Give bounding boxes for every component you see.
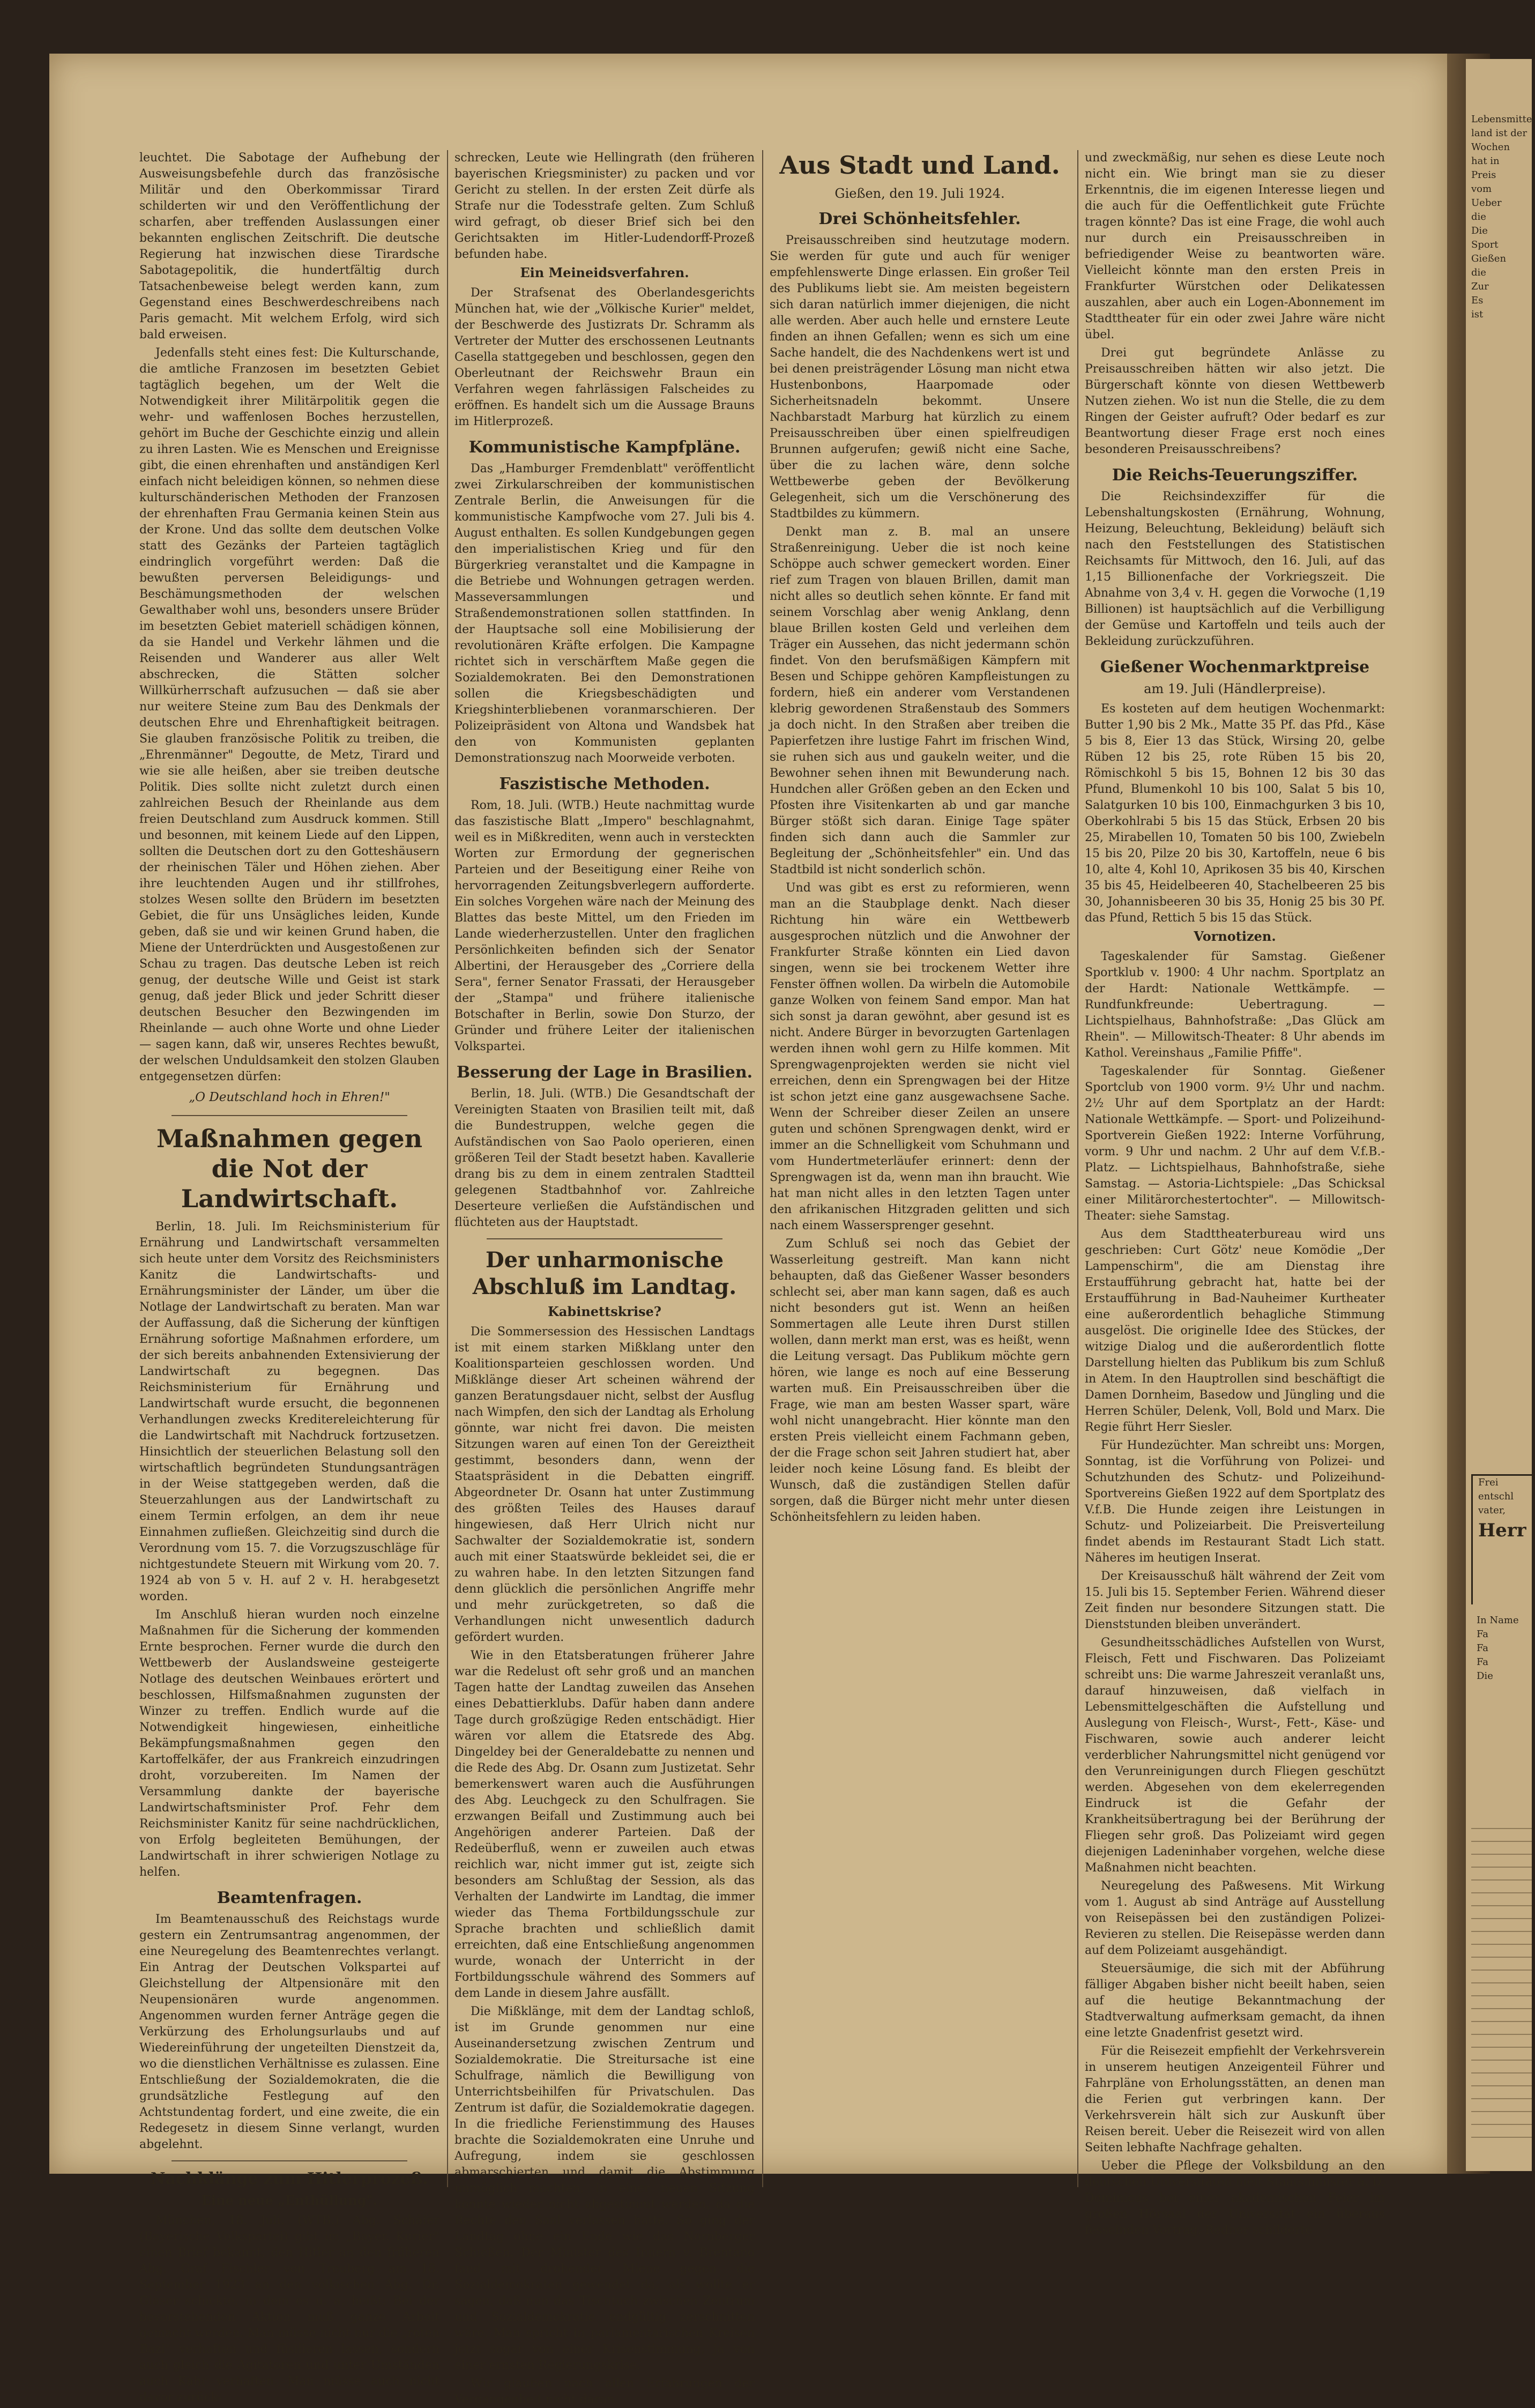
article-paragraph: Preisausschreiben sind heutzutage modern. Sie werden für gute und auch für weniger empfehlenswerte Dinge erlassen. Ein großer Teil des Publikums liebt sie. Am meisten begeistern sich daran natürlich immer diejenigen, die nicht alle werden. Aber auch helle und ernstere Leute finden an ihnen Gefallen; wenn es sich um eine Sache handelt, die des Nachdenkens wert ist und bei denen preisträgender Lösung man nicht etwa Hustenbonbons, Haarpomade oder Sicherheitsnadeln bekommt. Unsere Nachbarstadt Marburg hat kürzlich zu einem Preisausschreiben über einen spielfreudigen Brunnen aufgerufen; gewiß nicht eine Sache, über die zu lachen wäre, denn solche Wettbewerbe geben der Bevölkerung Gelegenheit, sich um die Verschönerung des Stadtbildes zu kümmern. [770, 234, 1070, 521]
column-1 [139, 150, 439, 2404]
adjacent-line: Sport [1471, 239, 1499, 250]
newspaper-page [49, 54, 1447, 2406]
article-paragraph: Neuregelung des Paßwesens. Mit Wirkung vom 1. August ab sind Anträge auf Ausstellung von Reisepässen bei den zuständigen Polizei-Revieren zu stellen. Die Reisepässe werden dann auf dem Polizeiamt ausgehändigt. [1085, 1879, 1385, 1957]
article-paragraph: Tageskalender für Sonntag. Gießener Sportclub von 1900 vorm. 9½ Uhr und nachm. 2½ Uhr auf dem Sportplatz an der Hardt: Nationale Wettkämpfe. — Sport- und Polizeihund-Sportverein Gießen 1922: Interne Vorführung, vorm. 9 Uhr und nachm. 2 Uhr auf dem V.f.B.-Platz. — Lichtspielhaus, Bahnhofstraße, siehe Samstag. — Astoria-Lichtspiele: „Das Schicksal einer Militärorchestertochter". — Millowitsch-Theater: siehe Samstag. [1085, 1065, 1385, 1223]
adjacent-line: Die [1477, 1670, 1493, 1682]
article-paragraph: Aus dem Stadttheaterbureau wird uns geschrieben: Curt Götz' neue Komödie „Der Lampenschirm", die am Dienstag ihre Erstaufführung gebracht hat, hatte bei der Erstaufführung in Bad-Nauheimer Kurtheater eine außerordentlich behagliche Stimmung ausgelöst. Die originelle Idee des Stückes, der witzige Dialog und die außerordentlich flotte Darstellung hielten das Publikum bis zum Schluß in Atem. In den Hauptrollen sind beschäftigt die Damen Dornheim, Basedow und Jüngling und die Herren Schüler, Delenk, Voll, Bold und Marx. Die Regie führt Herr Siesler. [1085, 1228, 1385, 1434]
headline-hitlerprozess: Nachklänge zum Hitlerprozeß. [151, 2169, 428, 2188]
article-paragraph: Für die Reisezeit empfiehlt der Verkehrsverein in unserem heutigen Anzeigenteil Führer und Fahrpläne von Erholungsstätten, an denen man die Ferien gut verbringen kann. Der Verkehrsverein hält sich zur Auskunft über Reisen bereit. Ueber die Reisezeit wird von allen Seiten lebhafte Nachfrage gehalten. [1085, 2045, 1385, 2154]
article-motto: „O Deutschland hoch in Ehren!" [189, 1090, 390, 1104]
article-paragraph: Berlin, 18. Juli. (WTB.) Die Gesandtschaft der Vereinigten Staaten von Brasilien teilt mit, daß die Bundestruppen, welche gegen die Aufständischen von Sao Paolo operieren, einen größeren Teil der Stadt besetzt haben. Kavallerie drang bis zu dem in einem zentralen Stadtteil gelegenen Stadtbahnhof vor. Zahlreiche Deserteure verließen die Aufständischen und flüchteten aus der Hauptstadt. [454, 1087, 755, 1229]
article-paragraph: Denkt man z. B. mal an unsere Straßenreinigung. Ueber die ist noch keine Schöppe auch schwer gemeckert worden. Einer rief zum Tragen von blauen Brillen, damit man nicht alles so deutlich sehen könnte. Er fand mit seinem Vorschlag aber wenig Anklang, denn blaue Brillen kosten Geld und verleihen dem Träger ein Aussehen, das nicht jedermann schön findet. Von den berufsmäßigen Kämpfern mit Besen und Schippe gehören Kampfleistungen zu fordern, hieß ein anderer vom Verstandenen klebrig gewordenen Straßenstaub des Sommers ja doch nicht. In den Straßen aber treiben die Papierfetzen ihre lustige Fahrt im frischen Wind, sie ruhen sich aus und gaukeln weiter, und die Bewohner sehen ihnen mit Bewunderung nach. Hundchen aller Größen geben an den Ecken und Pfosten ihre Visitenkarten ab und gar manche Bürger stößt sich daran. Einige Tage später finden sich dann auch die Sammler zur Begleitung der „Schönheitsfehler" ein. Und das Stadtbild ist nicht sonderlich schön. [770, 525, 1070, 876]
adjacent-ad-name: Herr [1478, 1520, 1526, 1541]
column-3 [770, 150, 1070, 2198]
headline-beamtenfragen: Beamtenfragen. [217, 1889, 362, 1907]
article-paragraph: Das „Hamburger Fremdenblatt" veröffentlicht zwei Zirkularschreiben der kommunistischen Zentrale Berlin, die Anweisungen für die kommunistische Kampfwoche vom 27. Juli bis 4. August enthalten. Es sollen Kundgebungen gegen den imperialistischen Krieg und für den Bürgerkrieg veranstaltet und die Kampagne in die Betriebe und Wohnungen getragen werden. Masseversammlungen und Straßendemonstrationen sollen stattfinden. In der Hauptsache soll eine Mobilisierung der revolutionären Kräfte erfolgen. Die Kampagne richtet sich in verschärftem Maße gegen die Sozialdemokraten. Bei den Demonstrationen sollen die Kriegsbeschädigten und Kriegshinterbliebenen voranmarschieren. Der Polizeipräsident von Altona und Wandsbek hat den von Kommunisten geplanten Demonstrationszug nach Moorweide verboten. [454, 462, 755, 765]
article-paragraph: Im Anschluß hieran wurden noch einzelne Maßnahmen für die Sicherung der kommenden Ernte besprochen. Ferner wurde die durch den Wettbewerb der Auslandsweine gesteigerte Notlage des deutschen Weinbaues erörtert und beschlossen, Hilfsmaßnahmen zugunsten der Winzer zu treffen. Endlich wurde auf die Notwendigkeit hingewiesen, einheitliche Bekämpfungsmaßnahmen gegen den Kartoffelkäfer, der aus Frankreich einzudringen droht, vorzubereiten. Im Namen der Versammlung dankte der bayerische Landwirtschaftsminister Prof. Fehr dem Reichsminister Kanitz für seine nachdrücklichen, von Erfolg begleiteten Bemühungen, der Landwirtschaft in ihrer schwierigen Notlage zu helfen. [139, 1608, 439, 1879]
section-header-stadt-land: Aus Stadt und Land. [779, 151, 1060, 180]
divider [172, 2160, 407, 2161]
article-paragraph: Es kosteten auf dem heutigen Wochenmarkt: Butter 1,90 bis 2 Mk., Matte 35 Pf. das Pfd., Käse 5 bis 8, Eier 13 das Stück, Wirsing 20, gelbe Rüben 12 bis 25, rote Rüben 15 bis 20, Römischkohl 5 bis 15, Bohnen 12 bis 30 das Pfund, Blumenkohl 10 bis 100, Salat 5 bis 10, Salatgurken 10 bis 100, Einmachgurken 3 bis 10, Oberkohlrabi 5 bis 15 das Stück, Erbsen 20 bis 25, Mirabellen 10, Tomaten 50 bis 100, Zwiebeln 15 bis 20, Pilze 20 bis 30, Kartoffeln, neue 6 bis 10, alte 4, Kohl 10, Aprikosen 35 bis 40, Kirschen 35 bis 45, Heidelbeeren 40, Stachelbeeren 25 bis 30, Johannisbeeren 30 bis 35, Honig 25 bis 30 Pf. das Pfund, Rettich 5 bis 15 das Stück. [1085, 702, 1385, 925]
adjacent-line: die [1471, 211, 1486, 222]
headline-schoenheitsfehler: Drei Schönheitsfehler. [818, 210, 1021, 228]
adjacent-line: vater, [1478, 1505, 1506, 1516]
article-continuation: und zweckmäßig, nur sehen es diese Leute noch nicht ein. Wie bringt man sie zu dieser Erkenntnis, die im eigenen Interesse liegen und die auch für die Oeffentlichkeit gute Früchte tragen könnte? Das ist eine Frage, die wohl auch nur durch ein Preisausschreiben in befriedigender Weise zu beantworten wäre. Vielleicht könnte man den ersten Preis in Frankfurter Würstchen oder Delikatessen auszahlen, aber auch ein Logen-Abonnement im Stadttheater für ein oder zwei Jahre wäre nicht übel. [1085, 151, 1385, 341]
divider [487, 1238, 722, 1239]
headline-teuerungsziffer: Die Reichs-Teuerungsziffer. [1112, 466, 1358, 485]
article-paragraph: Ueber die Pflege der Volksbildung an den deutschen Universitäten hielt Staatsminister a. D. Dominicus bei einer akademischen Feier im großen Hörsaal der Universität ein überaus fesselnden Vortrag. Redner schilderte [1085, 2159, 1385, 2237]
adjacent-page-text [1466, 59, 1535, 322]
article-paragraph: Gesundheitsschädliches Aufstellen von Wurst, Fleisch, Fett und Fischwaren. Das Polizeiamt schreibt uns: Die warme Jahreszeit veranlaßt uns, darauf hinzuweisen, daß vielfach in Lebensmittelgeschäften die Aufstellung und Auslegung von Fleisch-, Wurst-, Fett-, Käse- und Fischwaren, sowie auch anderer leicht verderblicher Nahrungsmittel nicht genügend vor den Verunreinigungen durch Fliegen geschützt werden. Abgesehen von dem ekelerregenden Eindruck ist die Gefahr der Krankheitsübertragung bei der Berührung der Fliegen sehr groß. Das Polizeiamt wird gegen diejenigen Ladeninhaber vorgehen, welche diese Maßnahmen nicht beachten. [1085, 1636, 1385, 1875]
column-rule [1077, 150, 1078, 2187]
adjacent-line: Fa [1477, 1629, 1488, 1640]
article-paragraph: Der Kreisausschuß hält während der Zeit vom 15. Juli bis 15. September Ferien. Während dieser Zeit finden nur besondere Sitzungen statt. Die Dienststunden bleiben unverändert. [1085, 1570, 1385, 1631]
dateline: Gießen, den 19. Juli 1924. [834, 186, 1005, 201]
article-paragraph: Der Strafsenat des Oberlandesgerichts München hat, wie der „Völkische Kurier" meldet, der Beschwerde des Justizrats Dr. Schramm als Vertreter der Mutter des erschossenen Leutnants Casella stattgegeben und beschlossen, gegen den Oberleutnant der Reichswehr Braun ein Verfahren wegen fahrlässigen Falscheides zu eröffnen. Es handelt sich um die Aussage Brauns im Hitlerprozeß. [454, 286, 755, 428]
column-rule [447, 150, 448, 2187]
adjacent-ad-box [1471, 1474, 1533, 1604]
adjacent-line: Wochen [1471, 142, 1510, 153]
adjacent-line: Frei [1478, 1477, 1499, 1488]
adjacent-line: Preis [1471, 169, 1496, 181]
adjacent-line: Lebensmittel [1471, 114, 1535, 125]
adjacent-line: Die [1471, 225, 1488, 236]
article-paragraph: Wie in den Etatsberatungen früherer Jahre war die Redelust oft sehr groß und an manchen Tagen hatte der Landtag zuweilen das Ansehen eines Debattierklubs. Dafür haben dann andere Tage durch großzügige Reden entschädigt. Hier wären vor allem die Etatsrede des Abg. Dingeldey bei der Generaldebatte zu nennen und die Rede des Abg. Dr. Osann zum Justizetat. Sehr bemerkenswert waren auch die Ausführungen des Abg. Leuchgeck zu den Schulfragen. Sie erzwangen Beifall und Zustimmung auch bei Angehörigen anderer Parteien. Daß der Redeüberfluß, wenn er zuweilen auch etwas reichlich war, nicht immer gut ist, zeigte sich besonders am Schlußtag der Session, als das Verhalten der Landwirte im Landtag, die immer wieder das Thema Fortbildungsschule zur Sprache brachten und schließlich damit erreichten, daß eine Entschließung angenommen wurde, wonach der Unterricht in der Fortbildungsschule während des Sommers auf dem Lande in diesem Jahre ausfällt. [454, 1649, 755, 2000]
adjacent-page-text [1471, 1614, 1532, 1683]
subheadline: am 19. Juli (Händlerpreise). [1144, 681, 1326, 696]
article-paragraph: München, 18. Juli. (WTB.) Abg. Schäfer (Bayerische Volkspartei) gibt im „Bayer. Kurier" einen Brief bekannt, den Hitler an den früheren Abg. Graf Fischler von Treuberg am 18. September 1923 an den völkischen Abg. Dr. Glaser schickte, in dem es u. a. heißt: Bei der bevorstehenden Aktion muß ganze Arbeit gemacht werden. Man müsse nicht nur die „roten Bazi" verhaften und füsilieren lassen, sondern auch gleich die Agitatoren und unter Umständen auch Kahr verhaften. Man müsse auch nicht davor zurück- [139, 2214, 439, 2404]
adjacent-line: entschl [1478, 1491, 1514, 1502]
article-paragraph: Die Mißklänge, mit dem der Landtag schloß, ist im Grunde genommen nur eine Auseinandersetzung zwischen Zentrum und Sozialdemokratie. Die Streitursache ist eine Schulfrage, nämlich die Bewilligung von Unterrichtsbeihilfen für Privatschulen. Das Zentrum ist dafür, die Sozialdemokratie dagegen. In die friedliche Ferienstimmung des Hauses brachte die Sozialdemokraten eine Unruhe und Aufregung, indem sie geschlossen abmarschierten und damit die Abstimmung unmöglich machten. In einer neuen Sitzung konnte wieder nicht abgestimmt werden, da die Rechte den Saal verlassen hatte. So ging der Landtag ohne ein Ende wie das Nornberger Schießen. Der Minister des Innern v. Brentano fand mit drohender Miene gegen die Sozialdemokraten gewendet da, als wollte er sagen, daß nun das Tischtuch zwischen Zentrum und Sozialdemokratie endgültig zerschnitten wäre. Man spricht in parlamentarischen Kreisen jetzt sogar von einer Krisenstimmung, ja von einer ernsten Regierungskrise. [454, 2005, 755, 2372]
article-paragraph: Steuersäumige, die sich mit der Abführung fälliger Abgaben bisher nicht beeilt haben, seien auf die heutige Bekanntmachung der Stadtverwaltung aufmerksam gemacht, da ihnen eine letzte Gnadenfrist gesetzt wird. [1085, 1962, 1385, 2040]
adjacent-line: In Name [1477, 1615, 1519, 1626]
headline-faszisten: Faszistische Methoden. [499, 775, 710, 793]
article-paragraph: Wir glauben nach allen Erfahrungen der Vergangenheit nicht daran. [454, 2377, 755, 2406]
headline-kommunisten: Kommunistische Kampfpläne. [468, 438, 741, 457]
article-continuation: leuchtet. Die Sabotage der Aufhebung der Ausweisungsbefehle durch das französische Militär und den Oberkommissar Tirard schilderten wir und den Veröffentlichung der scharfen, aber treffenden Auslassungen einer bekannten englischen Zeitschrift. Die deutsche Regierung hat inzwischen diese Tirardsche Sabotagepolitik, die hundertfältig durch Tatsachenbeweise belegt werden kann, zum Gegenstand eines Beschwerdeschreibens nach Paris gemacht. Mit welchem Erfolg, wird sich bald erweisen. [139, 151, 439, 341]
article-paragraph: Berlin, 18. Juli. Im Reichsministerium für Ernährung und Landwirtschaft versammelten sich heute unter dem Vorsitz des Reichsministers Kanitz die Landwirtschafts- und Ernährungsminister der Länder, um über die Notlage der Landwirtschaft zu beraten. Man war der Auffassung, daß die Sicherung der künftigen Ernährung sofortige Maßnahmen erfordere, um der sich bereits anbahnenden Extensivierung der Landwirtschaft zu begegnen. Das Reichsministerium für Ernährung und Landwirtschaft wurde ersucht, die begonnenen Verhandlungen zwecks Kreditereleichterung für die Landwirtschaft mit Nachdruck fortzusetzen. Hinsichtlich der steuerlichen Belastung soll den wirtschaftlich begründeten Stundungsanträgen in der Weise stattgegeben werden, daß die Steuerzahlungen aus der Landwirtschaft zu einem Termin erfolgen, an dem ihr neue Einnahmen zufließen. Gleichzeitig sind durch die Verordnung vom 15. 7. die Vorzugszuschläge für nichtgestundete Steuern mit Wirkung vom 20. 7. 1924 ab von 5 v. H. auf 2 v. H. herabgesetzt worden. [139, 1220, 439, 1603]
adjacent-line: Zur [1471, 281, 1489, 292]
headline-meineid: Ein Meineidsverfahren. [520, 265, 689, 280]
subheadline: Kabinettskrise? [548, 1304, 661, 1319]
adjacent-line: ist [1471, 309, 1484, 320]
column-4 [1085, 150, 1385, 2237]
column-rule [762, 150, 763, 2187]
article-paragraph: Jedenfalls steht eines fest: Die Kulturschande, die amtliche Franzosen im besetzten Gebiet tagtäglich begehen, um der Welt die Notwendigkeit ihrer Militärpolitik gegen die wehr- und waffenlosen Boches herzustellen, gehört im Buche der Geschichte einzig und allein zu ihren Lasten. Wie es Menschen und Ereignisse gibt, die einen ehrenhaften und anständigen Kerl einfach nicht beleidigen können, so nehmen diese kulturschänderischen Methoden der Franzosen der ehrenhaften Frau Germania keinen Stein aus der Krone. Und das sollte dem deutschen Volke statt des Gezänks der Parteien tagtäglich eindringlich vorgeführt werden: Daß die bewußten perversen Beleidigungs- und Beschämungsmethoden der welschen Gewalthaber wohl uns, besonders unsere Brüder im besetzten Gebiet materiell schädigen können, da sie Handel und Verkehr lähmen und die Reisenden und Wanderer aus aller Welt abschrecken, die Stätten solcher Willkürherrschaft aufzusuchen — daß sie aber nur weitere Steine zum Bau des Denkmals der deutschen Ehre und Ehrenhaftigkeit beitragen. Sie glauben französische Politik zu treiben, die „Ehrenmänner" Degoutte, de Metz, Tirard und wie sie alle heißen, aber sie treiben deutsche Politik. Dies sollte nicht zuletzt durch einen zahlreichen Besuch der Rheinlande aus dem freien Deutschland zum Ausdruck kommen. Still und besonnen, mit keinem Liede auf den Lippen, sollten die Deutschen dort zu den Gotteshäusern der rheinischen Täler und Höhen ziehen. Aber ihre leuchtenden Augen und ihr stillfrohes, stolzes Wesen sollte den Brüdern im besetzten Gebiet, die für uns Unsägliches leiden, Kunde geben, daß sie und wir keinen Grund haben, die Miene der Unterdrückten und Ausgestoßenen zur Schau zu tragen. Das deutsche Leben ist reich genug, der deutsche Wille und Geist ist stark genug, daß jeder Blick und jeder Schritt dieser deutschen Besucher den Bezwingenden im Rheinlande — auch ohne Worte und ohne Lieder — sagen kann, daß wir, unseres Rechtes bewußt, der welschen Unduldsamkeit den stolzen Glauben entgegensetzen dürfen: [139, 346, 439, 1083]
subheadline: Eine neue „Enthüllung". [201, 2193, 378, 2208]
article-paragraph: Für Hundezüchter. Man schreibt uns: Morgen, Sonntag, ist die Vorführung von Polizei- und Schutzhunden des Schutz- und Polizeihund-Sportvereins Gießen 1922 auf dem Sportplatz des V.f.B. Die Hunde zeigen ihre Leistungen in Schutz- und Polizeiarbeit. Die Preisverteilung findet abends im Restaurant Stadt Lich statt. Näheres im heutigen Inserat. [1085, 1439, 1385, 1565]
article-paragraph: Im Beamtenausschuß des Reichstags wurde gestern ein Zentrumsantrag angenommen, der eine Neuregelung des Beamtenrechtes verlangt. Ein Antrag der Deutschen Volkspartei auf Gleichstellung der Altpensionäre mit den Neupensionären wurde angenommen. Angenommen wurden ferner Anträge gegen die Verkürzung des Erholungsurlaubs und auf Wiedereinführung der ungeteilten Dienstzeit da, wo die dienstlichen Verhältnisse es zulassen. Eine Entschließung der Sozialdemokraten, die die grundsätzliche Festlegung auf den Achtstundentag fordert, und eine zweite, die ein Redegesetz in diesem Sinne verlangt, wurden abgelehnt. [139, 1913, 439, 2151]
article-paragraph: Zum Schluß sei noch das Gebiet der Wasserleitung gestreift. Man kann nicht behaupten, daß das Gießener Wasser besonders schlecht sei, aber man kann sagen, daß es auch nicht besonders gut ist. Wenn an heißen Sommertagen alle Leute ihren Durst stillen wollen, dann merkt man erst, was es heißt, wenn die Leitung versagt. Das Publikum möchte gern hören, wie lange es noch auf eine Besserung warten muß. Ein Preisausschreiben über die Frage, wie man am besten Wasser spart, wäre wohl nicht unangebracht. Hier könnte man den ersten Preis vielleicht einem Fachmann geben, der die Frage schon seit Jahren studiert hat, aber leider noch keine Lösung fand. Es bleibt der Wunsch, daß die zuständigen Stellen dafür sorgen, daß die Bürger nicht mehr unter diesen Schönheitsfehlern zu leiden haben. [770, 1237, 1070, 1524]
article-continuation: schrecken, Leute wie Hellingrath (den früheren bayerischen Kriegsminister) zu packen und vor Gericht zu stellen. In der ersten Zeit dürfe als Strafe nur die Todesstrafe gelten. Zum Schluß wird gefragt, ob dieser Brief sich bei den Gerichtsakten im Hitler-Ludendorff-Prozeß befunden habe. [454, 151, 755, 261]
adjacent-line: Es [1471, 295, 1484, 306]
adjacent-line: Fa [1477, 1643, 1488, 1654]
adjacent-page-fragment [1466, 59, 1535, 2171]
adjacent-line: vom [1471, 183, 1492, 195]
divider [172, 1115, 407, 1116]
headline-vornotizen: Vornotizen. [1194, 928, 1276, 944]
adjacent-line: Gießen [1471, 253, 1507, 264]
headline-brasilien: Besserung der Lage in Brasilien. [456, 1063, 753, 1082]
article-paragraph: Rom, 18. Juli. (WTB.) Heute nachmittag wurde das faszistische Blatt „Impero" beschlagnahmt, weil es in Mißkrediten, wenn auch in versteckten Worten zur Ermordung der gegnerischen Parteien und der Beseitigung einer Reihe von hervorragenden Zeitungsbverlegern aufforderte. Ein solches Vorgehen wäre nach der Meinung des Blattes das beste Mittel, um den Frieden im Lande wiederherzustellen. Unter den fraglichen Persönlichkeiten befinden sich der Senator Albertini, der Herausgeber des „Corriere della Sera", ferner Senator Frassati, der Herausgeber der „Stampa" und frühere italienische Botschafter in Berlin, sowie Don Sturzo, der Gründer und frühere Leiter der italienischen Volkspartei. [454, 799, 755, 1053]
adjacent-line: Fa [1477, 1656, 1488, 1668]
article-paragraph: Drei gut begründete Anlässe zu Preisausschreiben hätten wir also jetzt. Die Bürgerschaft könnte von diesen Wettbewerb Nutzen ziehen. Wo ist nun die Stelle, die zu dem Ringen der Geister aufruft? Oder bedarf es zur Beantwortung dieser Frage erst noch eines besonderen Preisausschreibens? [1085, 346, 1385, 456]
article-paragraph: Die Sommersession des Hessischen Landtags ist mit einem starken Mißklang unter den Koalitionsparteien geschlossen worden. Und Mißklänge dieser Art scheinen während der ganzen Beratungsdauer nicht, selbst der Ausflug nach Wimpfen, den sich der Landtag als Erholung gönnte, war nicht frei davon. Die meisten Sitzungen waren auf einen Ton der Gereiztheit gestimmt, besonders dann, wenn der Staatspräsident in die Debatten eingriff. Abgeordneter Dr. Osann hat unter Zustimmung des größten Teiles des Hauses darauf hingewiesen, daß Herr Ulrich nicht nur Sachwalter der Sozialdemokratie ist, sondern auch mit einer Staatswürde bekleidet sei, die er zu wahren habe. In den letzten Sitzungen fand denn glücklich die persönlichen Angriffe mehr und mehr zurückgetreten, so daß die Verhandlungen nicht unwesentlich dadurch gefördert wurden. [454, 1325, 755, 1644]
adjacent-line: hat in [1471, 155, 1500, 167]
headline-wochenmarkt: Gießener Wochenmarktpreise [1100, 658, 1370, 677]
adjacent-line: land ist der [1471, 128, 1527, 139]
adjacent-page-text-block [1471, 1828, 1532, 2150]
article-paragraph: Die Reichsindexziffer für die Lebenshaltungskosten (Ernährung, Wohnung, Heizung, Beleuchtung, Bekleidung) beläuft sich nach den Feststellungen des Statistischen Reichsamts für Mittwoch, den 16. Juli, auf das 1,15 Billionenfache der Vorkriegszeit. Die Abnahme von 3,4 v. H. gegen die Vorwoche (1,19 Billionen) ist hauptsächlich auf die Verbilligung der Gemüse und Kartoffeln und teils auch der Bekleidung zurückzuführen. [1085, 490, 1385, 648]
column-2 [454, 150, 755, 2406]
article-paragraph: Und was gibt es erst zu reformieren, wenn man an die Staubplage denkt. Nach dieser Richtung hin wäre ein Wettbewerb ausgesprochen nützlich und die Anwohner der Frankfurter Straße könnten ein Lied davon singen, wenn sie bei trockenem Wetter ihre Fenster öffnen wollen. Da wirbeln die Automobile ganze Wolken von feinem Sand empor. Man hat sich sonst ja daran gewöhnt, aber gesund ist es nicht. Andere Bürger in bevorzugten Gartenlagen werden ihnen wohl gern zu Hilfe kommen. Mit Sprengwagenprojekten werden sie nicht viel erreichen, denn ein Sprengwagen bei der Hitze ist schon jetzt eine ganz ausgewachsene Sache. Wenn der Schreiber dieser Zeilen an unsere guten und schönen Sprengwagen denkt, wird er immer an die Schnelligkeit vom Schuhmann und vom Hundertmeterläufer erinnert: denn der Sprengwagen ist da, wenn man ihn braucht. Wie hat man nicht alles in den letzten Tagen unter den afrikanischen Hitzgraden gelitten und sich nach einem Wassersprenger gesehnt. [770, 881, 1070, 1232]
article-paragraph: Tageskalender für Samstag. Gießener Sportklub v. 1900: 4 Uhr nachm. Sportplatz an der Hardt: Nationale Wettkämpfe. — Rundfunkfreunde: Uebertragung. — Lichtspielhaus, Bahnhofstraße: „Das Glück am Rhein". — Millowitsch-Theater: 8 Uhr abends im Kathol. Vereinshaus „Familie Pfiffe". [1085, 950, 1385, 1060]
headline-landwirtschaft: Maßnahmen gegen die Not der Landwirtschaft. [156, 1124, 423, 1213]
adjacent-line: die [1471, 267, 1486, 278]
headline-landtag: Der unharmonische Abschluß im Landtag. [472, 1247, 737, 1299]
adjacent-line: Ueber [1471, 197, 1502, 209]
